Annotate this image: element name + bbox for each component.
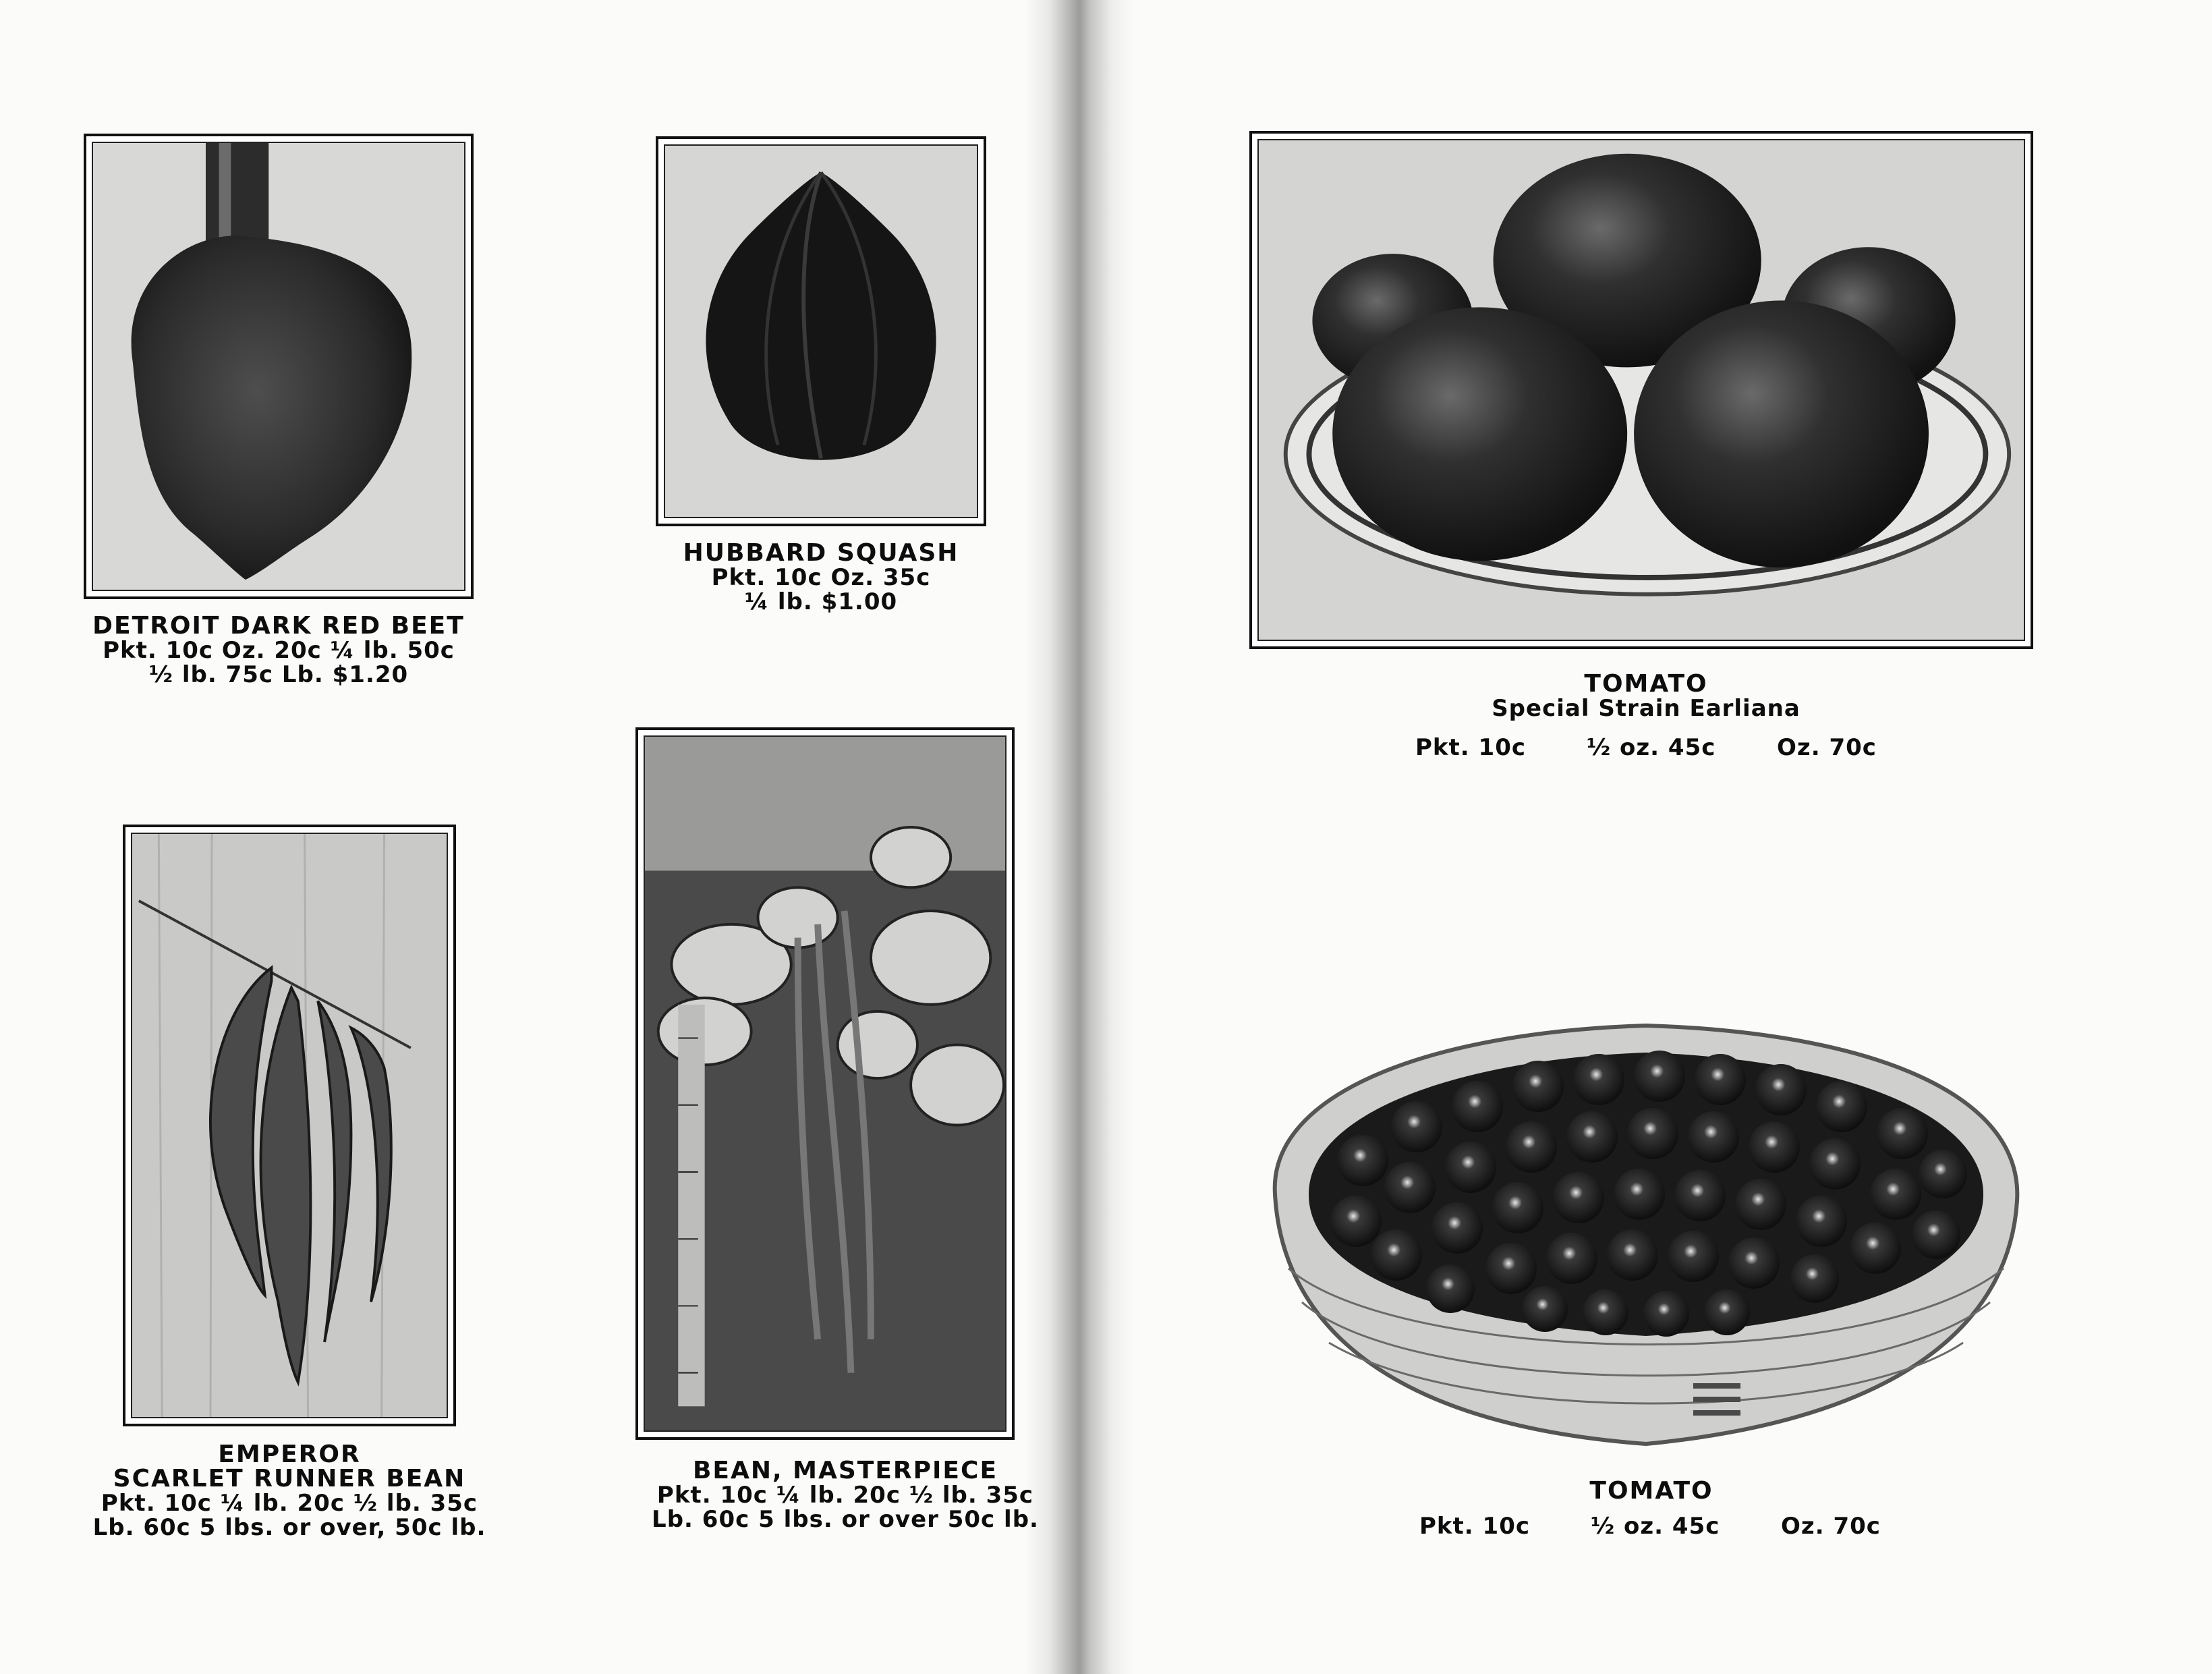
tomato-earliana-subtitle: Special Strain Earliana xyxy=(1492,695,1800,722)
tomato-earliana-price-packet: Pkt. 10c xyxy=(1415,734,1527,761)
hubbard-squash-caption xyxy=(648,541,994,614)
tomato-basket-prices xyxy=(1419,1514,1892,1538)
bean-masterpiece-photo xyxy=(635,727,1015,1440)
tomato-earliana-price-oz: Oz. 70c xyxy=(1777,734,1877,761)
emperor-title: EMPEROR xyxy=(218,1441,361,1468)
tomato-basket-price-oz: Oz. 70c xyxy=(1781,1513,1881,1540)
bean-masterpiece-price-line-2: Lb. 60c 5 lbs. or over 50c lb. xyxy=(652,1506,1039,1533)
tomato-basket-price-packet: Pkt. 10c xyxy=(1419,1513,1531,1540)
hubbard-squash-photo xyxy=(656,136,986,526)
tomato-basket-photo xyxy=(1261,1012,2031,1457)
scarlet-runner-bean-price-line-2: Lb. 60c 5 lbs. or over, 50c lb. xyxy=(92,1514,486,1541)
scarlet-runner-bean-photo xyxy=(123,825,456,1426)
tomato-basket-title: TOMATO xyxy=(1589,1477,1713,1505)
scarlet-runner-bean-caption xyxy=(76,1443,503,1540)
tomato-plate-photo xyxy=(1249,131,2033,649)
scarlet-runner-bean-price-line-1: Pkt. 10c ¼ lb. 20c ½ lb. 35c xyxy=(101,1490,478,1517)
hubbard-squash-price-line-1: Pkt. 10c Oz. 35c xyxy=(711,564,931,591)
beet-price-line-2: ½ lb. 75c Lb. $1.20 xyxy=(148,661,409,688)
tomato-earliana-prices xyxy=(1415,735,1888,760)
scarlet-runner-bean-title: SCARLET RUNNER BEAN xyxy=(113,1465,466,1492)
beet-photo xyxy=(84,134,474,599)
book-gutter xyxy=(1025,0,1133,1674)
bean-masterpiece-caption xyxy=(634,1459,1056,1532)
hubbard-squash-title: HUBBARD SQUASH xyxy=(683,539,959,567)
bean-masterpiece-title: BEAN, MASTERPIECE xyxy=(692,1457,998,1484)
tomato-basket-caption xyxy=(1449,1479,1854,1503)
bean-masterpiece-price-line-1: Pkt. 10c ¼ lb. 20c ½ lb. 35c xyxy=(656,1482,1034,1509)
beet-title: DETROIT DARK RED BEET xyxy=(92,612,465,640)
beet-caption xyxy=(66,614,491,687)
tomato-earliana-title: TOMATO xyxy=(1584,670,1708,698)
tomato-earliana-price-half-oz: ½ oz. 45c xyxy=(1587,734,1716,761)
tomato-basket-price-half-oz: ½ oz. 45c xyxy=(1591,1513,1720,1540)
beet-price-line-1: Pkt. 10c Oz. 20c ¼ lb. 50c xyxy=(103,637,455,664)
hubbard-squash-price-line-2: ¼ lb. $1.00 xyxy=(744,588,898,615)
tomato-earliana-caption xyxy=(1444,672,1848,721)
